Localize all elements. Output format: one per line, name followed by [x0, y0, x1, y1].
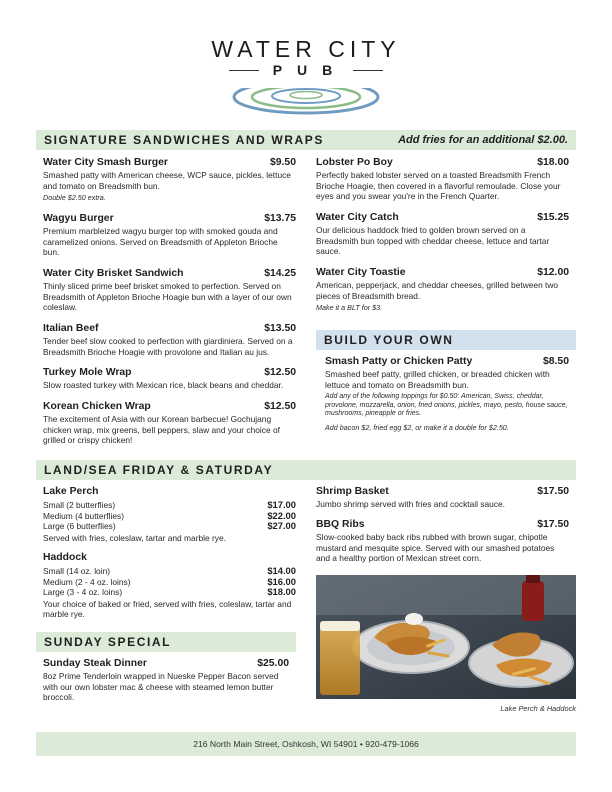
section-title-sandwiches: SIGNATURE SANDWICHES AND WRAPS [44, 133, 325, 147]
water-ripple-icon [231, 80, 381, 116]
item-description: Smashed patty with American cheese, WCP sauce, pickles, lettuce and tomato on Breadsmith bun. [43, 170, 291, 191]
food-photo [316, 575, 576, 699]
size-label: Large (6 butterflies) [43, 521, 116, 532]
menu-item [43, 401, 296, 446]
section-title-build: BUILD YOUR OWN [324, 333, 454, 347]
photo-caption: Lake Perch & Haddock [500, 704, 576, 713]
logo-divider-right [353, 70, 383, 71]
menu-item [316, 157, 569, 202]
footer-address: 216 North Main Street, Oshkosh, WI 54901 • 920-479-1066 [36, 732, 576, 756]
item-price: $17.50 [537, 519, 569, 530]
item-name: BBQ Ribs [316, 519, 365, 530]
item-price: $12.50 [264, 401, 296, 412]
menu-item-ribs [316, 519, 569, 564]
size-price: $14.00 [267, 565, 296, 576]
item-description: The excitement of Asia with our Korean barbecue! Gochujang chicken wrap, mix greens, bell peppers, slaw and your choice of grilled or crispy chicken! [43, 414, 280, 446]
item-price: $13.75 [264, 213, 296, 224]
size-label: Large (3 - 4 oz. loins) [43, 587, 123, 598]
section-header-sandwiches [36, 130, 576, 150]
size-label: Medium (2 - 4 oz. loins) [43, 576, 131, 587]
item-description: Tender beef slow cooked to perfection with giardiniera. Served on a Breadsmith Brioche Hoagie with provolone and Italian au jus. [43, 336, 293, 357]
item-price: $9.50 [269, 157, 296, 168]
menu-item-steak [43, 658, 289, 703]
item-price: $25.00 [257, 658, 289, 669]
menu-item [316, 267, 569, 313]
item-name: Lobster Po Boy [316, 157, 393, 168]
size-label: Medium (4 butterflies) [43, 510, 124, 521]
item-price: $14.25 [264, 268, 296, 279]
item-name: Water City Toastie [316, 267, 406, 278]
item-price: $8.50 [542, 356, 569, 367]
item-name: Smash Patty or Chicken Patty [325, 356, 473, 367]
section-title-sunday: SUNDAY SPECIAL [44, 635, 172, 649]
item-price: $15.25 [537, 212, 569, 223]
item-name: Wagyu Burger [43, 213, 114, 224]
logo-subtitle: PUB [272, 62, 348, 78]
size-row [43, 577, 296, 588]
menu-item [43, 367, 296, 391]
logo-sub-row [190, 62, 422, 78]
size-label: Small (14 oz. loin) [43, 566, 111, 576]
item-description: Served with fries, coleslaw, tartar and marble rye. [43, 532, 226, 543]
size-price: $22.00 [267, 509, 296, 521]
item-description: Smashed beef patty, grilled chicken, or breaded chicken with lettuce and tomato on Breadsmith bun. [325, 369, 550, 390]
menu-item-build [325, 356, 569, 432]
item-price: $18.00 [537, 157, 569, 168]
item-name: Sunday Steak Dinner [43, 658, 147, 669]
item-name: Korean Chicken Wrap [43, 401, 151, 412]
item-price: $17.50 [537, 486, 569, 497]
item-description: Perfectly baked lobster served on a toasted Breadsmith French Brioche Hoagie, then covered in a flavorful remoulade. Close your eyes and you swear you're in the French Quarter. [316, 170, 561, 202]
food-photo-illustration [316, 575, 576, 699]
item-description: Premium marbleized wagyu burger top with smoked gouda and caramelized onions. Served on Breadsmith of Appleton Brioche bun. [43, 226, 278, 258]
item-description: Slow roasted turkey with Mexican rice, black beans and cheddar. [43, 380, 284, 390]
toppings-note: Add any of the following toppings for $0.50: American, Swiss, cheddar, provolone, mozzarella, onion, fried onions, pickles, mayo, pesto, house sauce, mushrooms, pineapple or fries. [325, 393, 568, 418]
item-name: Italian Beef [43, 323, 99, 334]
item-name: Lake Perch [43, 486, 99, 497]
menu-item [43, 213, 296, 258]
logo-title: WATER CITY [211, 36, 401, 62]
item-name: Water City Brisket Sandwich [43, 268, 184, 279]
item-price: $12.00 [537, 267, 569, 278]
menu-item-shrimp [316, 486, 569, 510]
section-header-sunday [36, 632, 296, 652]
item-name: Haddock [43, 552, 87, 563]
menu-item [43, 157, 296, 203]
item-price: $12.50 [264, 367, 296, 378]
addons-note: Add bacon $2, fried egg $2, or make it a double for $2.50. [325, 422, 509, 432]
item-note: Double $2.50 extra. [43, 193, 106, 203]
size-row [43, 566, 296, 577]
section-header-landsea [36, 460, 576, 480]
size-row [43, 587, 296, 598]
item-description: Jumbo shrimp served with fries and cocktail sauce. [316, 499, 505, 509]
item-name: Water City Smash Burger [43, 157, 168, 168]
size-row [43, 500, 296, 511]
section-header-build [316, 330, 576, 350]
menu-item [43, 323, 296, 357]
item-description: Our delicious haddock fried to golden brown served on a Breadsmith bun topped with cheddar cheese, lettuce and tartar sauce. [316, 225, 550, 257]
size-row [43, 511, 296, 522]
size-label: Small (2 butterflies) [43, 500, 116, 510]
size-price: $27.00 [267, 520, 296, 532]
item-name: Turkey Mole Wrap [43, 367, 132, 378]
menu-item-haddock [43, 552, 296, 620]
section-title-landsea: LAND/SEA FRIDAY & SATURDAY [44, 463, 274, 477]
item-name: Water City Catch [316, 212, 399, 223]
item-description: Your choice of baked or fried, served with fries, coleslaw, tartar and marble rye. [43, 598, 292, 620]
item-price: $13.50 [264, 323, 296, 334]
logo-divider-left [229, 70, 259, 71]
menu-item [316, 212, 569, 257]
size-price: $17.00 [267, 499, 296, 510]
menu-item [43, 268, 296, 313]
fries-note: Add fries for an additional $2.00. [398, 134, 568, 146]
item-description: 8oz Prime Tenderloin wrapped in Nueske Pepper Bacon served with our own lobster mac & cheese with steamed lemon butter broccoli. [43, 671, 279, 703]
size-row [43, 521, 296, 532]
item-note: Make it a BLT for $3. [316, 303, 383, 313]
item-description: Slow-cooked baby back ribs rubbed with brown sugar, chipotle mustard and mesquite spice. Served with our smashed potatoes and a healthy portion of Mexican street corn. [316, 532, 555, 564]
item-name: Shrimp Basket [316, 486, 389, 497]
menu-item-perch [43, 486, 296, 543]
size-price: $16.00 [267, 575, 296, 587]
size-price: $18.00 [267, 586, 296, 598]
pub-logo [190, 36, 422, 114]
item-description: American, pepperjack, and cheddar cheeses, grilled between two pieces of Breadsmith bread. [316, 280, 559, 301]
item-description: Thinly sliced prime beef brisket smoked to perfection. Served on Breadsmith of Appleton Brioche Hoagie bun with a layer of our own coleslaw. [43, 281, 292, 313]
